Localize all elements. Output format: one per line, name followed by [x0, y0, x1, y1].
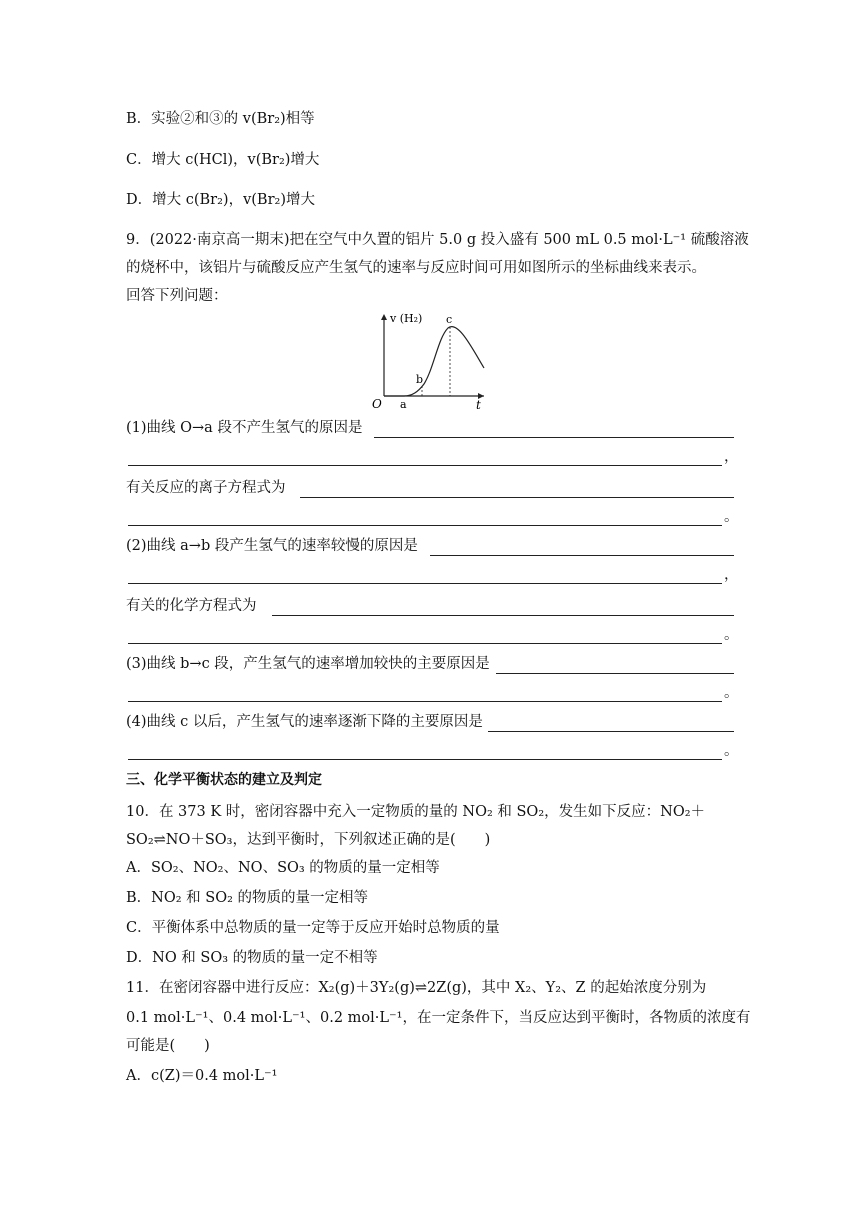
q9-part1-equation-blank-b[interactable] [126, 506, 739, 526]
q9-stem-line1: 9．(2022·南京高一期末)把在空气中久置的铝片 5.0 g 投入盛有 500 mL 0.5 mol·L⁻¹ 硫酸溶液 [126, 232, 749, 248]
period: 。 [724, 685, 739, 701]
q9-part2-equation-blank-b[interactable] [126, 624, 739, 644]
period: 。 [724, 743, 739, 759]
q10-stem-line2: SO₂⇌NO＋SO₃，达到平衡时，下列叙述正确的是( ) [126, 832, 491, 848]
y-axis-arrow [381, 314, 387, 320]
rate-curve [384, 327, 484, 396]
q9-part2-blank-a[interactable] [428, 536, 734, 556]
graph-point-b: b [416, 373, 424, 386]
q9-part1-equation-blank-a[interactable] [298, 478, 734, 498]
q9-part2-equation-blank-a[interactable] [270, 596, 734, 616]
q10-option-a: A．SO₂、NO₂、NO、SO₃ 的物质的量一定相等 [126, 860, 440, 876]
section-3-heading: 三、化学平衡状态的建立及判定 [126, 772, 322, 788]
q9-part1-blank-a[interactable] [372, 418, 734, 438]
q9-stem-line2: 的烧杯中，该铝片与硫酸反应产生氢气的速率与反应时间可用如图所示的坐标曲线来表示。 [126, 260, 706, 276]
q11-stem-line2: 0.1 mol·L⁻¹、0.4 mol·L⁻¹、0.2 mol·L⁻¹，在一定条件下，当反应达到平衡时，各物质的浓度有 [126, 1010, 751, 1026]
q9-part1-equation-prompt: 有关反应的离子方程式为 [126, 480, 286, 496]
q11-stem-line1: 11．在密闭容器中进行反应：X₂(g)＋3Y₂(g)⇌2Z(g)，其中 X₂、Y₂、Z 的起始浓度分别为 [126, 980, 707, 996]
q9-part1-blank-b[interactable] [126, 446, 739, 466]
q10-option-b: B．NO₂ 和 SO₂ 的物质的量一定相等 [126, 890, 369, 906]
q9-part3-blank-b[interactable] [126, 682, 739, 702]
graph-xlabel: t [476, 398, 481, 412]
q8-option-b: B．实验②和③的 v(Br₂)相等 [126, 111, 315, 127]
graph-point-c: c [446, 313, 453, 326]
q10-stem-line1: 10．在 373 K 时，密闭容器中充入一定物质的量的 NO₂ 和 SO₂，发生如下反应：NO₂＋ [126, 804, 706, 820]
q10-option-d: D．NO 和 SO₃ 的物质的量一定不相等 [126, 950, 378, 966]
q9-part3-blank-a[interactable] [494, 654, 734, 674]
comma: ， [724, 567, 739, 583]
q10-option-c: C．平衡体系中总物质的量一定等于反应开始时总物质的量 [126, 920, 500, 936]
q9-part1-prompt: (1)曲线 O→a 段不产生氢气的原因是 [126, 420, 363, 436]
q11-stem-line3: 可能是( ) [126, 1038, 210, 1054]
q9-stem-line3: 回答下列问题： [126, 288, 228, 304]
q11-option-a: A．c(Z)＝0.4 mol·L⁻¹ [126, 1068, 278, 1084]
graph-origin: O [372, 397, 382, 411]
q9-part2-prompt: (2)曲线 a→b 段产生氢气的速率较慢的原因是 [126, 538, 418, 554]
q9-part2-blank-b[interactable] [126, 564, 739, 584]
period: 。 [724, 509, 739, 525]
graph-ylabel: v (H₂) [390, 312, 423, 325]
q8-option-c: C．增大 c(HCl)，v(Br₂)增大 [126, 152, 320, 168]
comma: ， [724, 449, 739, 465]
q9-part2-equation-prompt: 有关的化学方程式为 [126, 598, 257, 614]
q9-part4-prompt: (4)曲线 c 以后，产生氢气的速率逐渐下降的主要原因是 [126, 714, 483, 730]
q9-part4-blank-b[interactable] [126, 740, 739, 760]
q8-option-d: D．增大 c(Br₂)，v(Br₂)增大 [126, 192, 315, 208]
q9-part4-blank-a[interactable] [486, 712, 734, 732]
graph-point-a: a [400, 398, 407, 411]
rate-time-graph [372, 308, 488, 412]
period: 。 [724, 627, 739, 643]
q9-part3-prompt: (3)曲线 b→c 段，产生氢气的速率增加较快的主要原因是 [126, 656, 490, 672]
